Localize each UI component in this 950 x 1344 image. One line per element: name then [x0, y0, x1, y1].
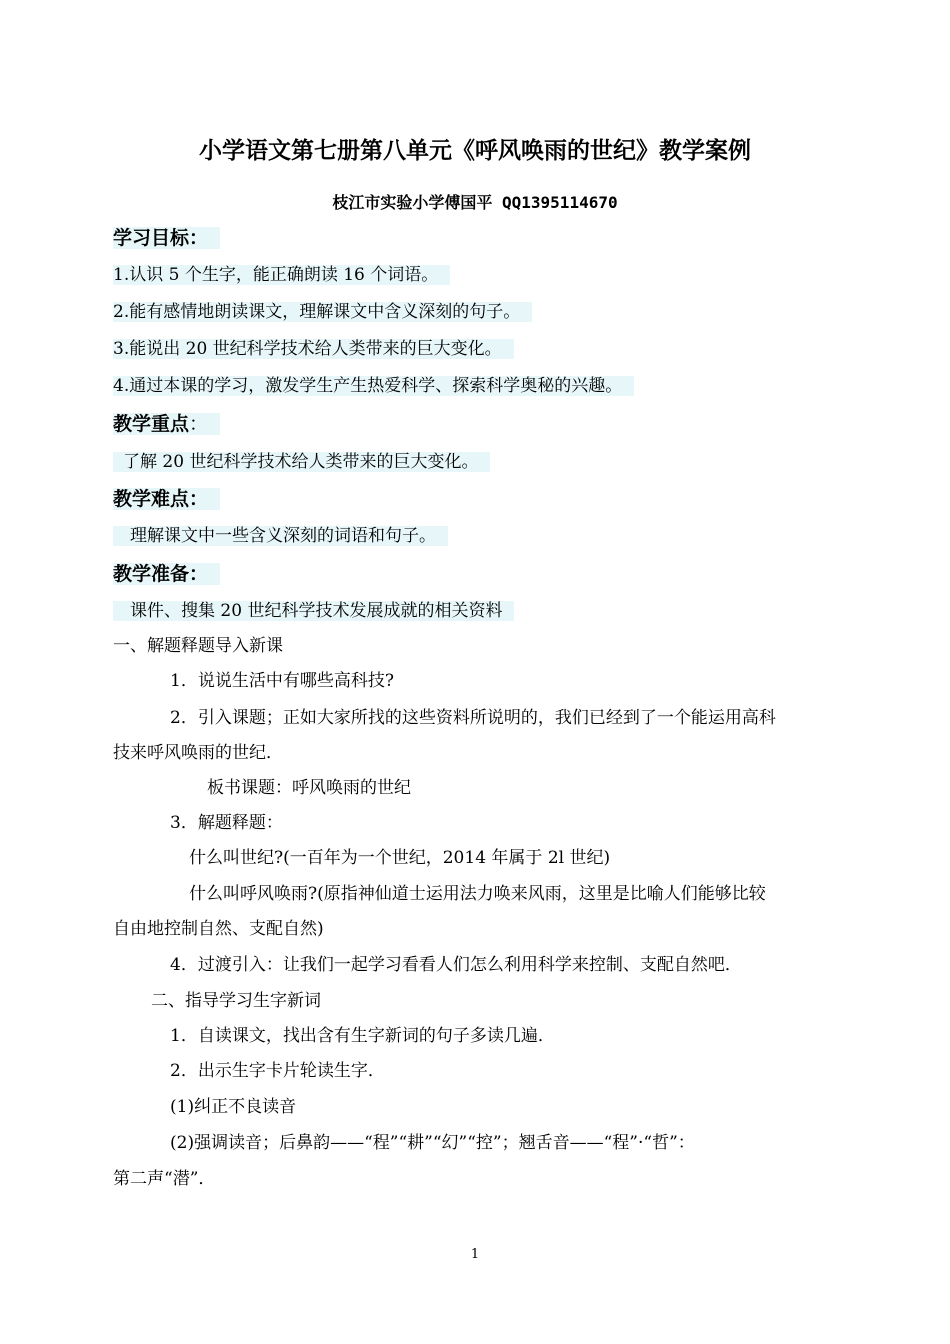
- paragraph: 自由地控制自然、支配自然): [113, 919, 324, 939]
- difficulty-text: 理解课文中一些含义深刻的词语和句子。: [113, 524, 448, 548]
- page-number: 1: [470, 1247, 480, 1262]
- preparation-text: 课件、搜集 20 世纪科学技术发展成就的相关资料: [113, 599, 514, 623]
- preparation-heading: 教学准备：: [113, 563, 220, 585]
- objective-item: 4.通过本课的学习，激发学生产生热爱科学、探索科学奥秘的兴趣。: [113, 374, 634, 398]
- document-title: 小学语文第七册第八单元《呼风唤雨的世纪》教学案例: [199, 138, 751, 164]
- paragraph: 2．出示生字卡片轮读生字．: [170, 1061, 385, 1081]
- paragraph: 什么叫世纪?(一百年为一个世纪，2014 年属于 2l 世纪): [189, 848, 611, 868]
- paragraph: 3．解题释题：: [170, 813, 283, 833]
- objectives-heading: 学习目标：: [113, 227, 220, 249]
- author-line: 枝江市实验小学傅国平 QQ1395114670: [332, 193, 618, 212]
- section-2-title: 二、指导学习生字新词: [151, 991, 321, 1011]
- key-point-text: 了解 20 世纪科学技术给人类带来的巨大变化。: [113, 450, 490, 474]
- key-point-heading: 教学重点：: [113, 413, 220, 435]
- paragraph: 1．自读课文，找出含有生字新词的句子多读几遍．: [170, 1026, 555, 1046]
- paragraph: 第二声“潜”．: [113, 1169, 216, 1189]
- objective-item: 2.能有感情地朗读课文，理解课文中含义深刻的句子。: [113, 300, 532, 324]
- paragraph: 什么叫呼风唤雨?(原指神仙道士运用法力唤来风雨，这里是比喻人们能够比较: [189, 884, 766, 904]
- objective-item: 3.能说出 20 世纪科学技术给人类带来的巨大变化。: [113, 337, 514, 361]
- paragraph: 1．说说生活中有哪些高科技?: [170, 671, 394, 691]
- objectives-heading-line: [113, 226, 220, 251]
- objective-item: 1.认识 5 个生字，能正确朗读 16 个词语。: [113, 263, 450, 287]
- paragraph: 技来呼风唤雨的世纪．: [113, 743, 283, 763]
- board-title: 板书课题：呼风唤雨的世纪: [207, 778, 411, 798]
- key-point-heading-line: [113, 412, 220, 437]
- paragraph: 4．过渡引入：让我们一起学习看看人们怎么利用科学来控制、支配自然吧．: [170, 955, 742, 975]
- difficulty-heading-line: [113, 487, 220, 512]
- paragraph: (2)强调读音；后鼻韵——“程”“耕”“幻”“控”；翘舌音——“程”·“哲”：: [170, 1133, 695, 1153]
- paragraph: 2．引入课题；正如大家所找的这些资料所说明的，我们已经到了一个能运用高科: [170, 708, 776, 728]
- section-1-title: 一、解题释题导入新课: [113, 636, 283, 656]
- preparation-heading-line: [113, 562, 220, 587]
- paragraph: (1)纠正不良读音: [170, 1097, 297, 1117]
- difficulty-heading: 教学难点：: [113, 488, 220, 510]
